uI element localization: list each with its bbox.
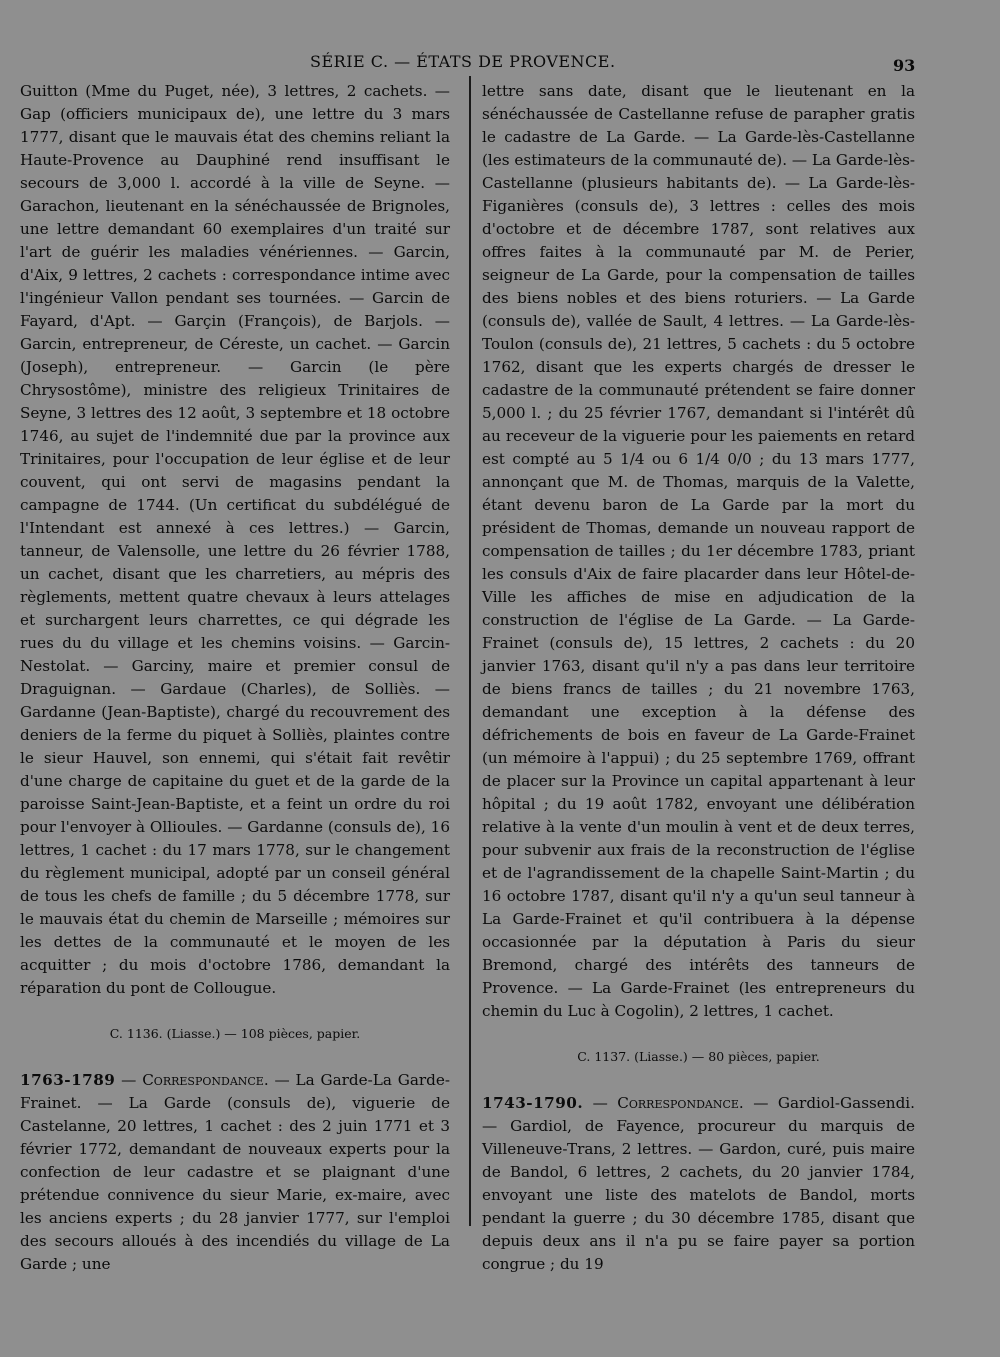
left-cote: C. 1136. (Liasse.) — 108 pièces, papier.: [109, 1026, 361, 1041]
entry-dates: 1743-1790.: [482, 1094, 584, 1112]
right-paragraph-1: lettre sans date, disant que le lieutenant en la sénéchaussée de Castellanne refuse de parapher gratis le cadastre de La Garde. — La Garde-lès-Castellanne (les estimateurs de la communauté de). — La Garde-lès-Castellanne (plusieurs habitants de). — La Garde-lès-Figanières (consuls de), 3 lettres : celles des mois d'octobre et de décembre 1787, sont relatives aux offres faites à la communauté par M. de Perier, seigneur de La Garde, pour la compensation de tailles des biens nobles et des biens roturiers. — La Garde (consuls de), vallée de Sault, 4 lettres. — La Garde-lès-Toulon (consuls de), 21 lettres, 5 cachets : du 5 octobre 1762, disant que les experts chargés de dresser le cadastre de la communauté prétendent se faire donner 5,000 l. ; du 25 février 1767, demandant si l'intérêt dû au receveur de la viguerie pour les paiements en retard est compté au 5 1/4 ou 6 1/4 0/0 ; du 13 mars 1777, annonçant que M. de Thomas, marquis de la Valette, étant devenu baron de La Garde par la mort du président de Thomas, demande un nouveau rapport de compensation de tailles ; du 1er décembre 1783, priant les consuls d'Aix de faire placarder dans leur Hôtel-de-Ville les affiches de mise en adjudication de la construction de l'église de La Garde. — La Garde-Frainet (consuls de), 15 lettres, 2 cachets : du 20 janvier 1763, disant qu'il n'y a pas dans leur territoire de biens francs de tailles ; du 21 novembre 1763, demandant une exception à la défense des défrichements de bois en faveur de La Garde-Frainet (un mémoire à l'appui) ; du 25 septembre 1769, offrant de placer sur la Province un capital appartenant à leur hôpital ; du 19 août 1782, envoyant une délibération relative à la vente d'un moulin à vent et de deux terres, pour subvenir aux frais de la reconstruction de l'église et de l'agrandissement de la chapelle Saint-Martin ; du 16 octobre 1787, disant qu'il n'y a qu'un seul tanneur à La Garde-Frainet et qu'il contribuera à la dépense occasionnée par la députation à Paris du sieur Bremond, chargé des intérêts des tanneurs de Provence. — La Garde-Frainet (les entrepreneurs du chemin du Luc à Cogolin), 2 lettres, 1 cachet.: [482, 82, 915, 1020]
right-paragraph-2: 1743-1790. — Correspondance. — Gardiol-Gassendi. — Gardiol, de Fayence, procureur du marquis de Villeneuve-Trans, 2 lettres. — Gardon, curé, puis maire de Bandol, 6 lettres, 2 cachets, du 20 janvier 1784, envoyant une liste des matelots de Bandol, morts pendant la guerre ; du 30 décembre 1785, disant que depuis deux ans il n'a pu se faire payer sa portion congrue ; du 19: [482, 1094, 915, 1273]
column-divider: [469, 76, 471, 1226]
entry-heading: Correspondance.: [617, 1094, 744, 1112]
left-column: [20, 80, 450, 1276]
entry-text: — Gardiol-Gassendi. — Gardiol, de Fayence, procureur du marquis de Villeneuve-Trans, 2 lettres. — Gardon, curé, puis maire de Bandol, 6 lettres, 2 cachets, du 20 janvier 1784, envoyant une liste des matelots de Bandol, morts pendant la guerre ; du 30 décembre 1785, disant que depuis deux ans il n'a pu se faire payer sa portion congrue ; du 19: [482, 1094, 915, 1273]
left-paragraph-1: Guitton (Mme du Puget, née), 3 lettres, 2 cachets. — Gap (officiers municipaux de), une lettre du 3 mars 1777, disant que le mauvais état des chemins reliant la Haute-Provence au Dauphiné rend insuffisant le secours de 3,000 l. accordé à la ville de Seyne. — Garachon, lieutenant en la sénéchaussée de Brignoles, une lettre demandant 60 exemplaires d'un traité sur l'art de guérir les maladies vénériennes. — Garcin, d'Aix, 9 lettres, 2 cachets : correspondance intime avec l'ingénieur Vallon pendant ses tournées. — Garcin de Fayard, d'Apt. — Garçin (François), de Barjols. — Garcin, entrepreneur, de Céreste, un cachet. — Garcin (Joseph), entrepreneur. — Garcin (le père Chrysostôme), ministre des religieux Trinitaires de Seyne, 3 lettres des 12 août, 3 septembre et 18 octobre 1746, au sujet de l'indemnité due par la province aux Trinitaires, pour l'occupation de leur église et de leur couvent, qui ont servi de magasins pendant la campagne de 1744. (Un certificat du subdélégué de l'Intendant est annexé à ces lettres.) — Garcin, tanneur, de Valensolle, une lettre du 26 février 1788, un cachet, disant que les charretiers, au mépris des règlements, mettent quatre chevaux à leurs attelages et surchargent leurs charrettes, ce qui dégrade les rues du du village et les chemins voisins. — Garcin-Nestolat. — Garciny, maire et premier consul de Draguignan. — Gardaue (Charles), de Solliès. — Gardanne (Jean-Baptiste), chargé du recouvrement des deniers de la ferme du piquet à Solliès, plaintes contre le sieur Hauvel, son ennemi, qui s'était fait revêtir d'une charge de capitaine du guet et de la garde de la paroisse Saint-Jean-Baptiste, et a feint un ordre du roi pour l'envoyer à Ollioules. — Gardanne (consuls de), 16 lettres, 1 cachet : du 17 mars 1778, sur le changement du règlement municipal, adopté par un conseil général de tous les chefs de famille ; du 5 décembre 1778, sur le mauvais état du chemin de Marseille ; mémoires sur les dettes de la communauté et le moyen de les acquitter ; du mois d'octobre 1786, demandant la réparation du pont de Collougue.: [20, 82, 450, 997]
left-paragraph-2: 1763-1789 — Correspondance. — La Garde-La Garde-Frainet. — La Garde (consuls de), viguerie de Castelanne, 20 lettres, 1 cachet : des 2 juin 1771 et 3 février 1772, demandant de nouveaux experts pour la confection de leur cadastre et se plaignant d'une prétendue connivence du sieur Marie, ex-maire, avec les anciens experts ; du 28 janvier 1777, sur l'emploi des secours alloués à des incendiés du village de La Garde ; une: [20, 1071, 451, 1273]
right-column: [482, 80, 915, 1276]
entry-dates: 1763-1789: [20, 1071, 116, 1089]
entry-heading: Correspondance.: [142, 1071, 269, 1089]
right-cote: C. 1137. (Liasse.) — 80 pièces, papier.: [577, 1049, 820, 1064]
running-title: SÉRIE C. — ÉTATS DE PROVENCE.: [310, 52, 616, 71]
page-number: 93: [893, 56, 916, 75]
entry-text: — La Garde-La Garde-Frainet. — La Garde (consuls de), viguerie de Castelanne, 20 lettres, 1 cachet : des 2 juin 1771 et 3 février 1772, demandant de nouveaux experts pour la confection de leur cadastre et se plaignant d'une prétendue connivence du sieur Marie, ex-maire, avec les anciens experts ; du 28 janvier 1777, sur l'emploi des secours alloués à des incendiés du village de La Garde ; une: [20, 1071, 451, 1273]
page-header: [0, 50, 1000, 76]
